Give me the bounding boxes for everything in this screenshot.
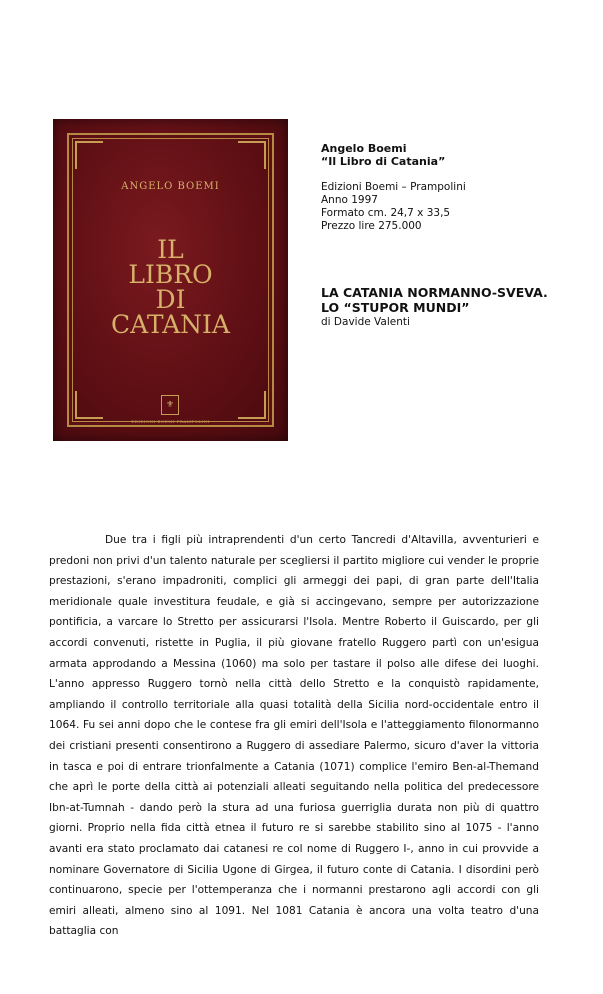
article-title-line: LO “STUPOR MUNDI” xyxy=(321,300,470,315)
cover-title-line: IL xyxy=(157,235,184,264)
cover-author: ANGELO BOEMI xyxy=(121,181,220,192)
cover-title-line: CATANIA xyxy=(111,310,230,339)
cover-corner-ornament xyxy=(75,391,103,419)
article-byline: di Davide Valenti xyxy=(321,316,410,328)
book-author: Angelo Boemi xyxy=(321,142,407,155)
article-title xyxy=(321,285,591,315)
book-publisher: Edizioni Boemi – Prampolini xyxy=(321,181,466,193)
cover-title-line: LIBRO xyxy=(128,260,213,289)
book-info xyxy=(321,142,581,233)
book-title: “Il Libro di Catania” xyxy=(321,155,446,168)
book-format: Formato cm. 24,7 x 33,5 xyxy=(321,207,451,219)
cover-corner-ornament xyxy=(238,391,266,419)
cover-title-line: DI xyxy=(155,285,186,314)
book-price: Prezzo lire 275.000 xyxy=(321,220,422,232)
cover-publisher: EDIZIONI BOEMI-PRAMPOLINI xyxy=(131,419,210,424)
cover-title xyxy=(53,237,288,337)
cover-corner-ornament xyxy=(238,141,266,169)
article-paragraph: Due tra i figli più intraprendenti d'un certo Tancredi d'Altavilla, avventurieri e predoni non privi d'un talento naturale per scegliersi il partito migliore cui vender le proprie prestazioni, s'erano impadroniti, complici gli armeggi dei papi, di gran parte dell'Italia meridionale quale investitura feudale, e già si accingevano, sempre per autorizzazione pontificia, a varcare lo Stretto per assicurarsi l'Isola. Mentre Roberto il Guiscardo, per gli accordi convenuti, ristette in Puglia, il più giovane fratello Ruggero partì con un'esigua armata approdando a Messina (1060) ma solo per tastare il polso alle difese dei luoghi. L'anno appresso Ruggero tornò nella città dello Stretto e la conquistò rapidamente, ampliando il controllo territoriale alla quasi totalità della Sicilia nord-occidentale entro il 1064. Fu sei anni dopo che le contese fra gli emiri dell'Isola e l'atteggiamento filonormanno dei cristiani presenti consentirono a Ruggero di assediare Palermo, sicuro d'aver la vittoria in tasca e poi di entrare trionfalmente a Catania (1071) complice l'emiro Ben-al-Themand che aprì le porte della città ai potenziali alleati seguitando nella politica del predecessore Ibn-at-Tumnah - dando però la stura ad una furiosa guerriglia durata non più di quattro giorni. Proprio nella fida città etnea il futuro re si sarebbe stabilito sino al 1075 - l'anno avanti era stato proclamato dai catanesi re col nome di Ruggero I-, anno in cui provvide a nominare Governatore di Sicilia Ugone di Girgea, il futuro conte di Catania. I disordini però continuarono, specie per l'ottemperanza che i normanni prestarono agli accordi con gli emiri alleati, almeno sino al 1091. Nel 1081 Catania è ancora una volta teatro d'una battaglia con xyxy=(49,534,539,938)
article-title-line: LA CATANIA NORMANNO-SVEVA. xyxy=(321,285,548,300)
cover-corner-ornament xyxy=(75,141,103,169)
book-cover-image xyxy=(53,119,288,441)
book-year: Anno 1997 xyxy=(321,194,378,206)
publisher-emblem-icon: ⚜ xyxy=(161,395,179,415)
